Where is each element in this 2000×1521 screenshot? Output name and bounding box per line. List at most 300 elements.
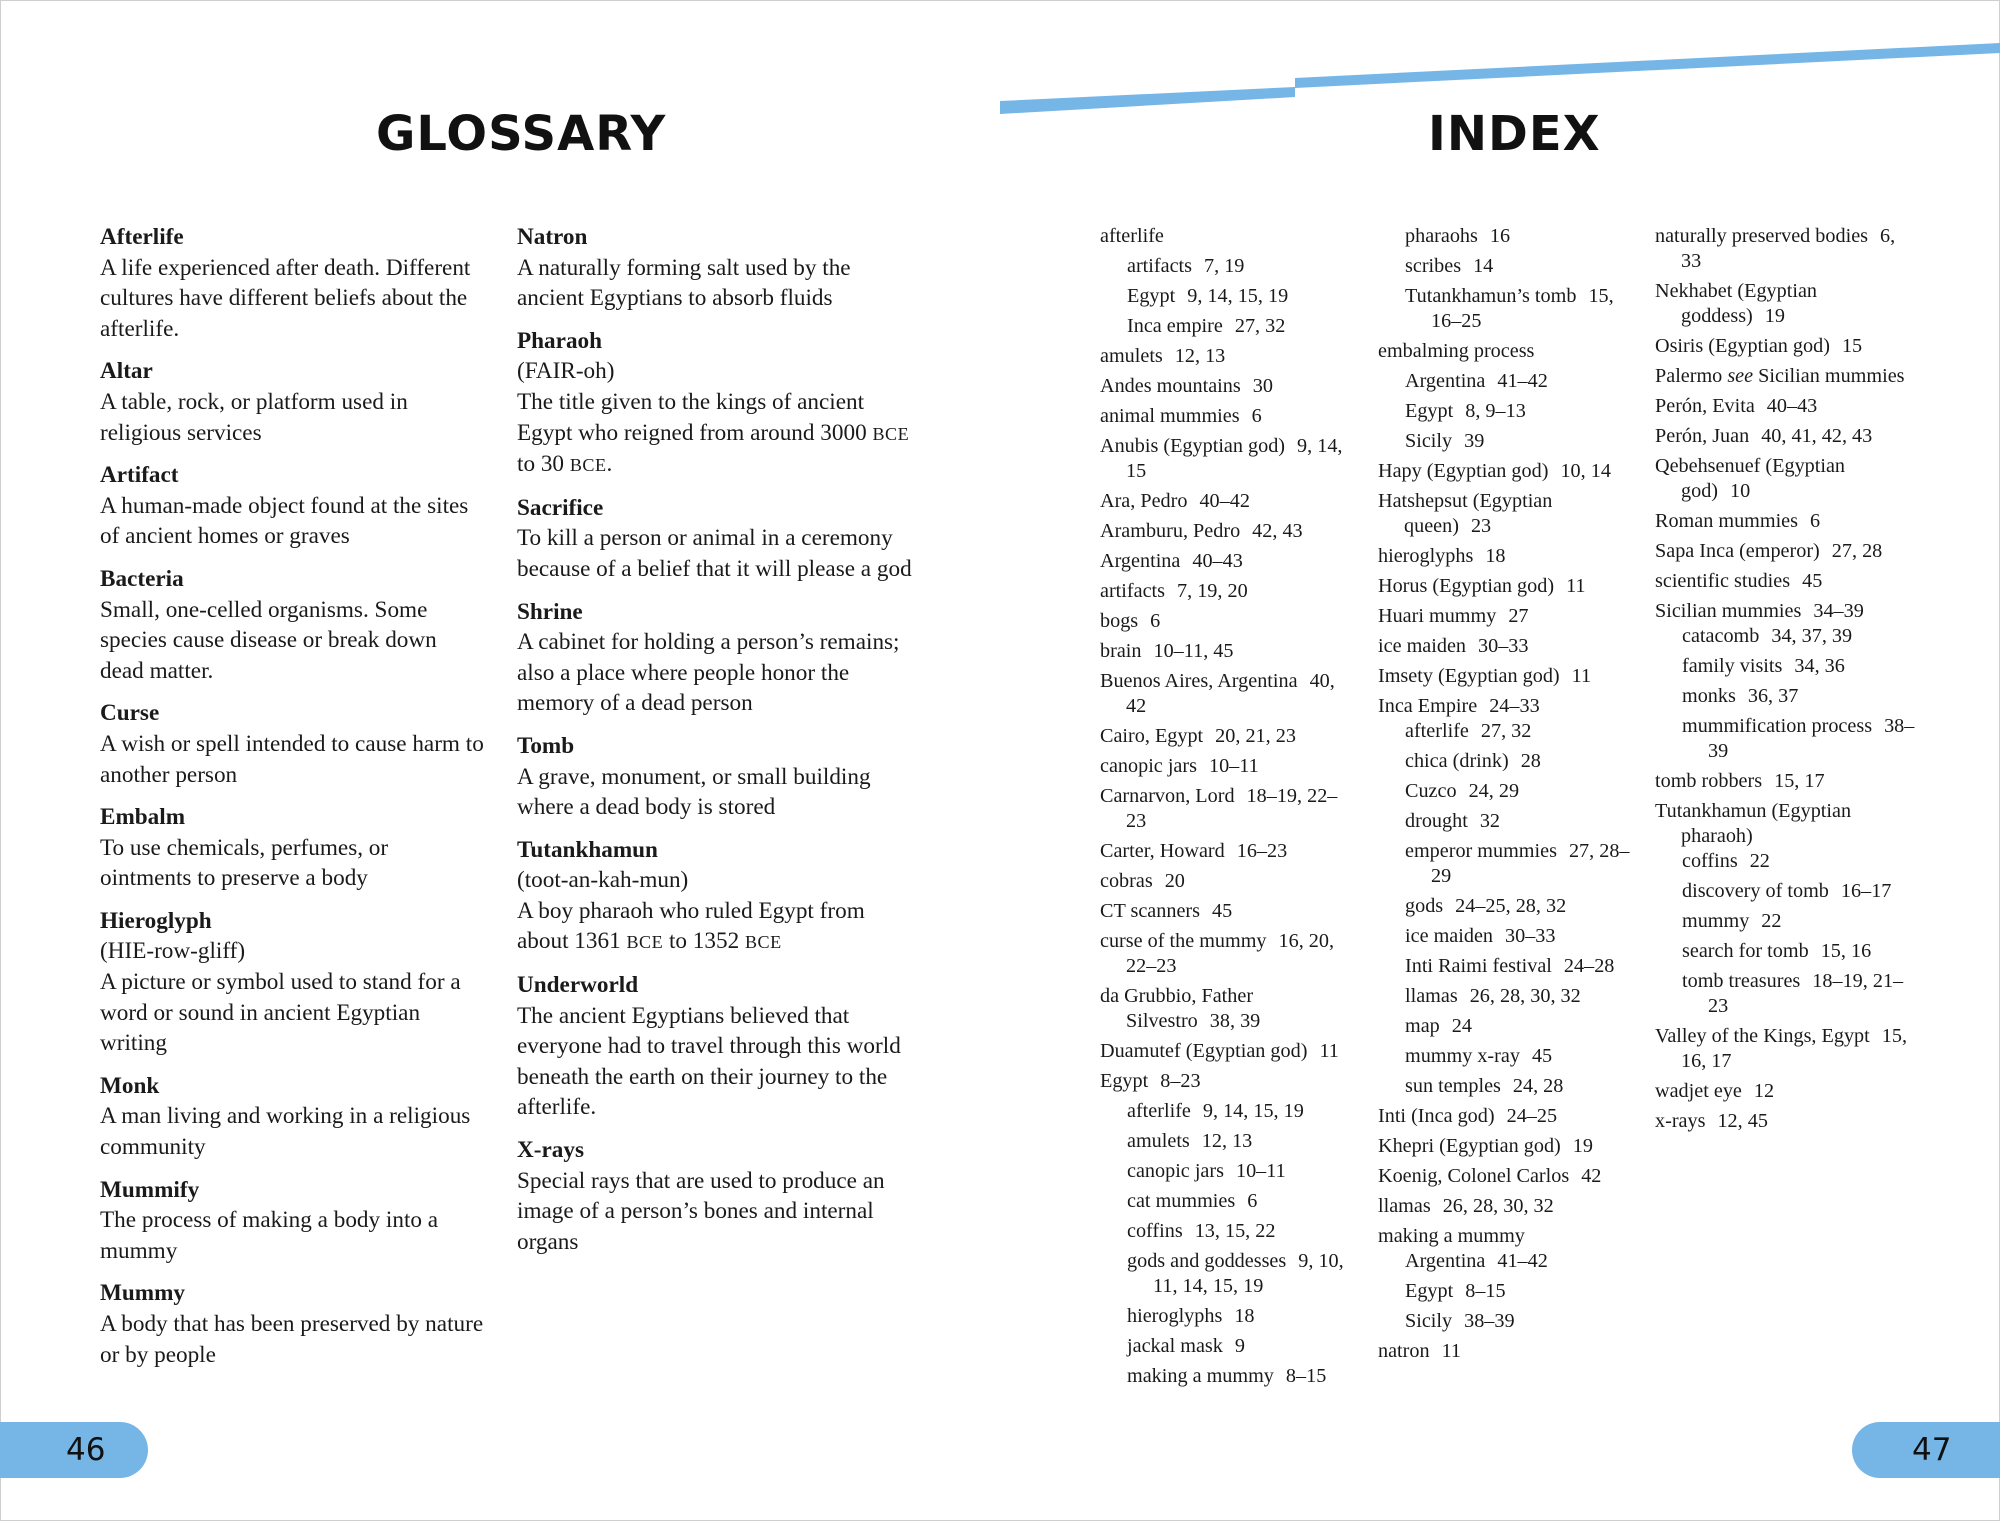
index-subentry — [1405, 399, 1633, 424]
index-entry — [1655, 799, 1915, 849]
index-column-1 — [1100, 224, 1350, 1394]
definition-text: . — [606, 451, 613, 478]
glossary-title: GLOSSARY — [376, 106, 667, 162]
index-entry-term: Buenos Aires, Argentina — [1100, 670, 1298, 692]
index-page-refs: 42, 43 — [1252, 520, 1303, 542]
index-entry-term: search for tomb — [1682, 940, 1809, 962]
glossary-term-name: Tutankhamun — [517, 836, 658, 863]
glossary-term-name: Natron — [517, 224, 588, 250]
glossary-term-name: Altar — [100, 358, 153, 385]
index-entry — [1100, 929, 1350, 979]
index-subentry — [1682, 714, 1915, 764]
index-entry-term: tomb robbers — [1655, 770, 1763, 792]
glossary-term — [517, 597, 917, 719]
index-entry — [1100, 374, 1350, 399]
index-page-refs: 22 — [1749, 850, 1770, 872]
index-subentry — [1405, 984, 1633, 1009]
index-entry — [1100, 754, 1350, 779]
index-entry-term: map — [1405, 1015, 1440, 1037]
glossary-term-name: Artifact — [100, 462, 179, 489]
index-entry-term: Perón, Evita — [1655, 395, 1755, 417]
definition-text: The title given to the kings of ancient Egypt who reigned from around 3000 — [517, 388, 873, 446]
glossary-term-name: Embalm — [100, 804, 186, 831]
index-entry-term: x-rays — [1655, 1110, 1706, 1132]
glossary-term-name: Mummy — [100, 1280, 186, 1307]
index-page-refs: 9, 14, 15, 19 — [1202, 1100, 1304, 1122]
glossary-term-definition: To kill a person or animal in a ceremony because of a belief that it will please a god — [517, 525, 912, 582]
index-entry — [1655, 1109, 1915, 1134]
index-page-refs: 16 — [1489, 225, 1511, 247]
index-column-2 — [1378, 224, 1633, 1369]
index-subentry — [1405, 254, 1633, 279]
index-entry — [1100, 489, 1350, 514]
index-page-refs: 34–39 — [1813, 600, 1864, 622]
index-page-refs: 39 — [1464, 430, 1485, 452]
index-entry-term: Sicily — [1405, 430, 1453, 452]
index-entry — [1378, 1164, 1633, 1189]
index-entry — [1378, 1339, 1633, 1364]
index-entry-term: hieroglyphs — [1127, 1305, 1223, 1327]
index-entry-term: canopic jars — [1127, 1160, 1224, 1182]
glossary-term — [517, 326, 917, 481]
index-subentry — [1405, 719, 1633, 744]
index-entry — [1655, 424, 1915, 449]
glossary-term-definition: A grave, monument, or small building where a dead body is stored — [517, 763, 871, 821]
index-subentry — [1405, 1014, 1633, 1039]
index-entry — [1655, 569, 1915, 594]
index-entry — [1378, 1134, 1633, 1159]
index-page-refs: 30–33 — [1505, 925, 1556, 947]
index-page-refs: 27 — [1508, 605, 1529, 627]
index-page-refs: 40, 41, 42, 43 — [1761, 425, 1873, 447]
index-entry-term: Inca empire — [1127, 315, 1223, 337]
index-page-refs: 38–39 — [1708, 715, 1915, 762]
index-entry-term: Sicily — [1405, 1310, 1453, 1332]
index-entry-term: Argentina — [1405, 1250, 1486, 1272]
index-entry — [1655, 1024, 1915, 1074]
index-entry-term: llamas — [1405, 985, 1458, 1007]
index-subentry — [1127, 1304, 1350, 1329]
definition-text: A boy pharaoh who ruled Egypt from about 1361 — [517, 897, 865, 955]
glossary-term-name: Shrine — [517, 598, 583, 625]
glossary-term-definition: A body that has been preserved by nature or by people — [100, 1311, 484, 1368]
era-label: BCE — [569, 455, 607, 476]
index-page-refs: 15, 16 — [1820, 940, 1872, 962]
index-entry-term: Osiris (Egyptian god) — [1655, 335, 1830, 357]
index-subentry — [1405, 749, 1633, 774]
index-entry — [1378, 604, 1633, 629]
index-page-refs: 6 — [1150, 610, 1161, 632]
index-entry-term: Palermo — [1655, 365, 1723, 387]
index-page-refs: 38–39 — [1464, 1310, 1515, 1332]
index-page-refs: 6 — [1810, 510, 1821, 532]
index-entry-term: cobras — [1100, 870, 1153, 892]
index-entry-term: afterlife — [1100, 225, 1164, 247]
definition-text: to 1352 — [663, 928, 745, 955]
index-subentry — [1405, 779, 1633, 804]
index-entry-term: Cairo, Egypt — [1100, 725, 1204, 747]
index-entry-term: afterlife — [1405, 720, 1469, 742]
index-entry-term: Khepri (Egyptian god) — [1378, 1135, 1561, 1157]
index-entry-term: Sicilian mummies — [1655, 600, 1802, 622]
index-entry — [1100, 784, 1350, 834]
index-entry-term: Perón, Juan — [1655, 425, 1750, 447]
index-entry-term: coffins — [1682, 850, 1738, 872]
glossary-term — [100, 1175, 485, 1267]
index-page-refs: 30–33 — [1478, 635, 1529, 657]
index-entry — [1378, 664, 1633, 689]
glossary-term-name: Underworld — [517, 972, 639, 999]
index-page-refs: 20 — [1164, 870, 1185, 892]
index-page-refs: 9 — [1234, 1335, 1245, 1357]
index-page-refs: 10–11, 45 — [1153, 640, 1234, 662]
index-subentry — [1127, 1129, 1350, 1154]
index-page-refs: 40–43 — [1192, 550, 1243, 572]
index-page-refs: 40–42 — [1199, 490, 1250, 512]
index-entry-term: monks — [1682, 685, 1736, 707]
index-entry-term: Egypt — [1405, 1280, 1454, 1302]
index-page-refs: 40–43 — [1766, 395, 1818, 417]
glossary-term-name: Sacrifice — [517, 494, 604, 521]
index-page-refs: 27, 28 — [1831, 540, 1883, 562]
index-page-refs: 11 — [1571, 665, 1592, 687]
index-column-3 — [1655, 224, 1915, 1139]
index-entry — [1378, 544, 1633, 569]
index-page-refs: 9, 14, 15 — [1126, 435, 1343, 482]
index-entry-term: making a mummy — [1378, 1225, 1525, 1247]
index-page-refs: 16, 20, 22–23 — [1126, 930, 1335, 977]
index-page-refs: 45 — [1531, 1045, 1553, 1067]
index-entry-term: scribes — [1405, 255, 1462, 277]
index-page-refs: 24 — [1451, 1015, 1472, 1037]
index-entry-term: Hatshepsut (Egyptian queen) — [1378, 490, 1553, 537]
index-entry-term: artifacts — [1127, 255, 1193, 277]
glossary-term-definition: A naturally forming salt used by the ancient Egyptians to absorb fluids — [517, 254, 851, 312]
index-page-refs: 27, 32 — [1234, 315, 1286, 337]
index-page-refs: 41–42 — [1497, 1250, 1548, 1272]
index-entry-term: Imsety (Egyptian god) — [1378, 665, 1560, 687]
index-entry — [1378, 694, 1633, 719]
index-entry-term: Valley of the Kings, Egypt — [1655, 1025, 1870, 1047]
index-entry — [1100, 1069, 1350, 1094]
glossary-term — [517, 970, 917, 1123]
index-entry — [1655, 539, 1915, 564]
index-subentry — [1127, 1249, 1350, 1299]
index-subentry — [1127, 1364, 1350, 1389]
index-entry-term: embalming process — [1378, 340, 1535, 362]
index-entry — [1655, 279, 1915, 329]
index-entry — [1655, 1079, 1915, 1104]
glossary-term — [100, 564, 485, 686]
index-entry-term: Tutankhamun (Egyptian pharaoh) — [1655, 800, 1852, 847]
index-subentry — [1405, 809, 1633, 834]
definition-text: to 30 — [517, 451, 570, 478]
glossary-term-definition: A human-made object found at the sites of ancient homes or graves — [100, 492, 469, 550]
index-entry-term: cat mummies — [1127, 1190, 1236, 1212]
index-page-refs: 32 — [1479, 810, 1500, 832]
index-subentry — [1405, 284, 1633, 334]
index-page-refs: 15, 16–25 — [1431, 285, 1614, 332]
index-page-refs: 11 — [1319, 1040, 1339, 1062]
index-subentry — [1127, 1159, 1350, 1184]
index-entry — [1378, 339, 1633, 364]
index-page-refs: 10–11 — [1235, 1160, 1286, 1182]
index-entry — [1100, 984, 1350, 1034]
index-entry-term: Nekhabet (Egyptian goddess) — [1655, 280, 1818, 327]
glossary-term-definition: A cabinet for holding a person’s remains; also a place where people honor the memory of a dead person — [517, 629, 900, 717]
index-page-refs: 26, 28, 30, 32 — [1469, 985, 1581, 1007]
index-entry-term: jackal mask — [1127, 1335, 1223, 1357]
index-entry-term: mummification process — [1682, 715, 1873, 737]
index-page-refs: 24–33 — [1489, 695, 1540, 717]
index-subentry — [1405, 894, 1633, 919]
index-entry-term: amulets — [1127, 1130, 1190, 1152]
index-page-refs: 12 — [1753, 1080, 1775, 1102]
index-entry-term: bogs — [1100, 610, 1139, 632]
index-entry-term: mummy — [1682, 910, 1750, 932]
glossary-term-definition: To use chemicals, perfumes, or ointments to preserve a body — [100, 834, 389, 892]
index-subentry — [1405, 224, 1633, 249]
index-subentry — [1127, 1189, 1350, 1214]
index-entry-term: curse of the mummy — [1100, 930, 1267, 952]
index-entry-term: pharaohs — [1405, 225, 1478, 247]
index-page-refs: 30 — [1252, 375, 1273, 397]
index-page-refs: 22 — [1761, 910, 1782, 932]
index-subentry — [1405, 839, 1633, 889]
era-label: BCE — [626, 932, 664, 953]
index-entry-term: Cuzco — [1405, 780, 1457, 802]
glossary-term-definition: Special rays that are used to produce an image of a person’s bones and internal organs — [517, 1167, 885, 1255]
index-entry-term: Huari mummy — [1378, 605, 1497, 627]
index-subentry — [1127, 1219, 1350, 1244]
index-page-refs: 12, 13 — [1174, 345, 1226, 367]
index-entry — [1100, 1039, 1350, 1064]
glossary-column-1 — [100, 222, 485, 1382]
index-entry-term: gods and goddesses — [1127, 1250, 1287, 1272]
index-page-refs: 15, 16, 17 — [1681, 1025, 1907, 1072]
index-page-refs: 6, 33 — [1681, 225, 1896, 272]
glossary-term — [517, 731, 917, 823]
glossary-term-name: Tomb — [517, 732, 575, 759]
index-entry — [1378, 1194, 1633, 1219]
index-entry-term: naturally preserved bodies — [1655, 225, 1869, 247]
index-entry — [1100, 579, 1350, 604]
index-entry-term: coffins — [1127, 1220, 1183, 1242]
index-entry-term: natron — [1378, 1340, 1430, 1362]
index-entry-term: Hapy (Egyptian god) — [1378, 460, 1549, 482]
index-page-refs: 24, 29 — [1468, 780, 1520, 802]
glossary-term-definition: A man living and working in a religious community — [100, 1103, 471, 1161]
index-entry — [1100, 224, 1350, 249]
glossary-term-definition: The process of making a body into a mummy — [100, 1207, 439, 1264]
index-entry-term: Anubis (Egyptian god) — [1100, 435, 1286, 457]
index-entry-term: brain — [1100, 640, 1142, 662]
glossary-term-definition — [517, 896, 917, 958]
page-number-right-label: 47 — [1912, 1432, 1952, 1468]
glossary-term-name: Pharaoh — [517, 327, 603, 354]
index-subentry — [1405, 1249, 1633, 1274]
index-entry — [1100, 724, 1350, 749]
index-subentry — [1127, 314, 1350, 339]
index-entry-term: Duamutef (Egyptian god) — [1100, 1040, 1308, 1062]
index-subentry — [1405, 1044, 1633, 1069]
index-entry-term: Qebehsenuef (Egyptian god) — [1655, 455, 1846, 502]
index-page-refs: 18–19, 21–23 — [1708, 970, 1904, 1017]
index-page-refs: 24–25 — [1506, 1105, 1558, 1127]
index-subentry — [1127, 284, 1350, 309]
index-entry-term: Egypt — [1100, 1070, 1149, 1092]
glossary-term-definition: A table, rock, or platform used in religious services — [100, 388, 408, 446]
index-entry-term: Egypt — [1127, 285, 1176, 307]
index-entry — [1655, 769, 1915, 794]
glossary-term — [100, 1278, 485, 1370]
index-entry-term: making a mummy — [1127, 1365, 1274, 1387]
index-entry — [1100, 404, 1350, 429]
index-page-refs: 13, 15, 22 — [1194, 1220, 1276, 1242]
index-entry — [1655, 599, 1915, 624]
glossary-term — [517, 835, 917, 958]
index-page-refs: 19 — [1764, 305, 1785, 327]
glossary-term-name: Curse — [100, 700, 160, 727]
glossary-term — [517, 222, 917, 314]
index-page-refs: 15 — [1841, 335, 1863, 357]
index-entry — [1100, 639, 1350, 664]
index-entry-term: CT scanners — [1100, 900, 1200, 922]
index-entry-term: Carnarvon, Lord — [1100, 785, 1235, 807]
index-page-refs: 40, 42 — [1126, 670, 1335, 717]
glossary-term-pronunciation: (HIE-row-gliff) — [100, 938, 246, 965]
index-entry — [1655, 394, 1915, 419]
index-page-refs: 8–15 — [1285, 1365, 1327, 1387]
index-entry-term: Sicilian mummies — [1758, 365, 1905, 387]
index-page-refs: 45 — [1802, 570, 1823, 592]
index-page-refs: 24, 28 — [1512, 1075, 1564, 1097]
index-page-refs: 24–28 — [1563, 955, 1615, 977]
index-page-refs: 10–11 — [1208, 755, 1259, 777]
glossary-term-definition: A life experienced after death. Different cultures have different beliefs about the afterlife. — [100, 254, 471, 342]
index-entry-term: emperor mummies — [1405, 840, 1557, 862]
index-page-refs: 7, 19 — [1204, 255, 1245, 277]
index-entry-term: Argentina — [1100, 550, 1181, 572]
era-label: BCE — [744, 932, 782, 953]
index-entry-term: gods — [1405, 895, 1444, 917]
index-subentry — [1682, 969, 1915, 1019]
index-entry-term: ice maiden — [1405, 925, 1493, 947]
index-entry — [1100, 899, 1350, 924]
index-subentry — [1127, 254, 1350, 279]
index-page-refs: 36, 37 — [1747, 685, 1799, 707]
index-entry-term: scientific studies — [1655, 570, 1791, 592]
index-page-refs: 7, 19, 20 — [1177, 580, 1248, 602]
index-page-refs: 18 — [1234, 1305, 1255, 1327]
index-page-refs: 34, 36 — [1794, 655, 1845, 677]
glossary-term — [100, 698, 485, 790]
index-page-refs: 12, 45 — [1717, 1110, 1768, 1132]
glossary-term — [517, 1135, 917, 1257]
index-page-refs: 27, 32 — [1480, 720, 1532, 742]
index-entry-term: mummy x-ray — [1405, 1045, 1520, 1067]
index-subentry — [1405, 1279, 1633, 1304]
index-entry — [1655, 224, 1915, 274]
glossary-column-2 — [517, 222, 917, 1269]
index-entry — [1100, 434, 1350, 484]
glossary-term-pronunciation: (FAIR-oh) — [517, 358, 615, 385]
index-page-refs: 41–42 — [1497, 370, 1548, 392]
glossary-term-name: Hieroglyph — [100, 907, 212, 934]
index-page-refs: 45 — [1211, 900, 1233, 922]
index-entry-term: afterlife — [1127, 1100, 1191, 1122]
index-page-refs: 16–23 — [1236, 840, 1288, 862]
index-entry — [1378, 634, 1633, 659]
index-page-refs: 38, 39 — [1209, 1010, 1261, 1032]
index-subentry — [1405, 954, 1633, 979]
era-label: BCE — [872, 423, 910, 444]
glossary-term — [100, 460, 485, 552]
index-page-refs: 20, 21, 23 — [1215, 725, 1296, 747]
index-entry — [1100, 609, 1350, 634]
index-entry-term: llamas — [1378, 1195, 1431, 1217]
index-entry-term: canopic jars — [1100, 755, 1197, 777]
index-entry-term: Inti (Inca god) — [1378, 1105, 1495, 1127]
index-subentry — [1405, 1074, 1633, 1099]
index-subentry — [1682, 939, 1915, 964]
index-page-refs: 28 — [1520, 750, 1541, 772]
glossary-term — [100, 1071, 485, 1163]
glossary-term — [100, 906, 485, 1059]
index-page-refs: 6 — [1247, 1190, 1258, 1212]
index-page-refs: 15, 17 — [1774, 770, 1825, 792]
index-entry-term: discovery of tomb — [1682, 880, 1829, 902]
index-entry-term: hieroglyphs — [1378, 545, 1474, 567]
index-page-refs: 11 — [1441, 1340, 1462, 1362]
index-entry — [1655, 364, 1915, 389]
page-number-right — [1852, 1422, 2000, 1478]
index-entry-term: chica (drink) — [1405, 750, 1509, 772]
index-page-refs: 8–15 — [1465, 1280, 1506, 1302]
glossary-term — [100, 802, 485, 894]
index-title: INDEX — [1428, 106, 1601, 162]
index-subentry — [1682, 879, 1915, 904]
index-entry-term: Sapa Inca (emperor) — [1655, 540, 1820, 562]
index-subentry — [1682, 849, 1915, 874]
index-page-refs: 12, 13 — [1201, 1130, 1253, 1152]
page-number-left — [0, 1422, 148, 1478]
index-entry — [1378, 489, 1633, 539]
glossary-term-name: Afterlife — [100, 224, 184, 250]
index-entry-term: Inti Raimi festival — [1405, 955, 1552, 977]
index-entry-term: artifacts — [1100, 580, 1166, 602]
index-subentry — [1405, 924, 1633, 949]
index-page-refs: 18–19, 22–23 — [1126, 785, 1338, 832]
index-page-refs: 9, 10, 11, 14, 15, 19 — [1153, 1250, 1344, 1297]
glossary-term — [100, 222, 485, 344]
glossary-term-name: Mummify — [100, 1176, 200, 1203]
index-entry — [1378, 1104, 1633, 1129]
index-page-refs: 18 — [1485, 545, 1506, 567]
index-page-refs: 19 — [1572, 1135, 1593, 1157]
index-entry-term: amulets — [1100, 345, 1163, 367]
page-number-left-label: 46 — [66, 1432, 106, 1468]
index-page-refs: 11 — [1566, 575, 1586, 597]
index-subentry — [1127, 1334, 1350, 1359]
index-subentry — [1682, 654, 1915, 679]
glossary-term-name: Monk — [100, 1072, 160, 1099]
index-entry — [1100, 549, 1350, 574]
index-subentry — [1405, 369, 1633, 394]
index-entry — [1378, 459, 1633, 484]
index-page-refs: 8–23 — [1160, 1070, 1201, 1092]
index-see-reference: see — [1727, 365, 1754, 387]
